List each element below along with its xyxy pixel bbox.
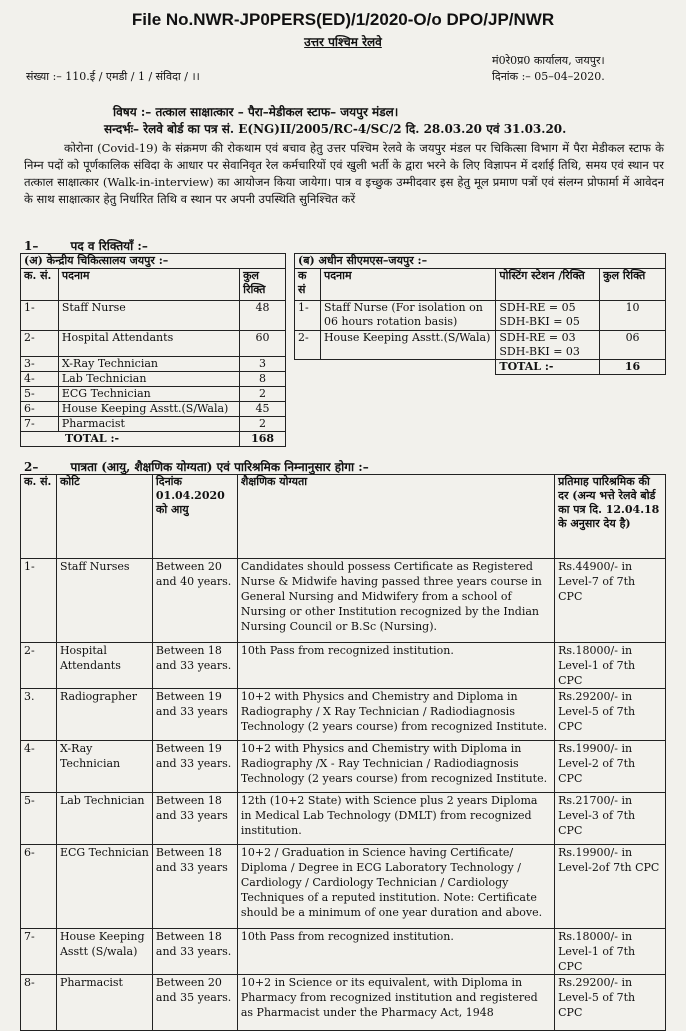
remuneration-cell: Rs.21700/- in Level-3 of 7th CPC [555,793,666,845]
table-row [21,372,286,387]
age-cell: Between 18 and 33 years. [152,929,237,975]
table-row [21,845,666,929]
vacancy-cell: 45 [240,402,286,417]
serial-cell: 1- [295,301,321,331]
post-cell: Staff Nurse (For isolation on 06 hours rotation basis) [320,301,495,331]
remuneration-cell: Rs.44900/- in Level-7 of 7th CPC [555,559,666,643]
category-cell: Radiographer [56,689,152,741]
table-a-title: (अ) केन्द्रीय चिकित्सालय जयपुर :– [21,254,286,269]
header-serial: क सं [295,269,321,301]
post-cell: X-Ray Technician [58,357,239,372]
serial-cell: 5- [21,387,59,402]
railway-name: उत्तर पश्चिम रेलवे [304,35,382,49]
header-vacancy: कुल रिक्ति [600,269,666,301]
serial-cell: 4- [21,741,57,793]
subject-line: विषय :– तत्काल साक्षात्कार – पैरा–मेडीकल स्टाफ– जयपुर मंडल। [113,105,399,119]
category-cell: Staff Nurses [56,559,152,643]
section-1-number: 1– [24,239,39,253]
posting-cell: SDH-RE = 05 SDH-BKI = 05 [496,301,600,331]
table-row [21,402,286,417]
table-cms-jaipur [294,253,666,375]
age-cell: Between 18 and 33 years [152,793,237,845]
table-row [21,741,666,793]
table-row [21,929,666,975]
serial-cell: 1- [21,301,59,331]
serial-cell: 7- [21,929,57,975]
serial-cell: 6- [21,402,59,417]
remuneration-cell: Rs.19900/- in Level-2 of 7th CPC [555,741,666,793]
header-age: दिनांक 01.04.2020 को आयु [152,475,237,559]
section-2-number: 2– [24,460,39,474]
header-serial: क. सं. [21,475,57,559]
remuneration-cell: Rs.29200/- in Level-5 of 7th CPC [555,975,666,1031]
header-vacancy: कुल रिक्ति [240,269,286,301]
remuneration-cell: Rs.29200/- in Level-5 of 7th CPC [555,689,666,741]
serial-cell: 5- [21,793,57,845]
qualification-cell: 10+2 with Physics and Chemistry with Diploma in Radiography /X - Ray Technician / Radiodiagnosis Technology (2 years course) from recognized Institute. [237,741,554,793]
age-cell: Between 19 and 33 years. [152,741,237,793]
post-cell: House Keeping Asstt.(S/Wala) [58,402,239,417]
vacancy-cell: 8 [240,372,286,387]
qualification-cell: 12th (10+2 State) with Science plus 2 years Diploma in Medical Lab Technology (DMLT) from recognized institution. [237,793,554,845]
header-qualification: शैक्षणिक योग्यता [237,475,554,559]
table-row [21,331,286,357]
post-cell: House Keeping Asstt.(S/Wala) [320,331,495,360]
vacancy-cell: 2 [240,387,286,402]
remuneration-cell: Rs.18000/- in Level-1 of 7th CPC [555,929,666,975]
vacancy-cell: 2 [240,417,286,432]
table-row [21,689,666,741]
table-row [295,301,666,331]
category-cell: Pharmacist [56,975,152,1031]
serial-cell: 1- [21,559,57,643]
age-cell: Between 18 and 33 years [152,845,237,929]
category-cell: Hospital Attendants [56,643,152,689]
serial-cell: 6- [21,845,57,929]
header-post: पदनाम [58,269,239,301]
section-1-title: पद व रिक्तियाँ :– [70,239,148,253]
post-cell: Staff Nurse [58,301,239,331]
serial-cell: 2- [295,331,321,360]
total-row [295,360,666,375]
qualification-cell: 10th Pass from recognized institution. [237,929,554,975]
table-row [295,331,666,360]
age-cell: Between 18 and 33 years. [152,643,237,689]
post-cell: ECG Technician [58,387,239,402]
table-row [21,417,286,432]
office-name: मं0रे0प्र0 कार्यालय, जयपुर। [492,54,605,67]
header-category: कोटि [56,475,152,559]
section-2-heading [24,458,369,475]
total-label: TOTAL :- [21,432,240,447]
post-cell: Pharmacist [58,417,239,432]
header-post: पदनाम [320,269,495,301]
serial-cell: 2- [21,643,57,689]
age-cell: Between 19 and 33 years [152,689,237,741]
intro-paragraph: कोरोना (Covid-19) के संक्रमण की रोकथाम एवं बचाव हेतु उत्तर पश्चिम रेलवे के जयपुर मंडल पर चिकित्सा विभाग में पैरा मेडीकल स्टाफ के निम्न पदों को पूर्णकालिक संविदा के आधार पर सेवानिवृत रेल कर्मचारियों एवं खुली भर्ती के द्वारा भरने के लिए विज्ञापन में दर्शाई तिथि, समय एवं स्थान पर तत्काल साक्षात्कार (Walk-in-interview) का आयोजन किया जायेगा। पात्र व इच्छुक उम्मीदवार इस हेतु मूल प्रमाण पत्रों एवं संलग्न प्रोफार्मा में आवेदन के साथ साक्षात्कार हेतु निर्धारित तिथि व स्थान पर अपनी उपस्थिति सुनिश्चित करें [24,141,664,206]
table-b-title: (ब) अधीन सीएमएस–जयपुर :– [295,254,666,269]
qualification-cell: Candidates should possess Certificate as Registered Nurse & Midwife having passed three years course in General Nursing and Midwifery from a school of Nursing or other Institution recognized by the Indian Nursing Council or B.Sc (Nursing). [237,559,554,643]
table-row [21,793,666,845]
table-row [21,387,286,402]
vacancy-cell: 10 [600,301,666,331]
vacancy-cell: 06 [600,331,666,360]
table-row [21,975,666,1031]
header-remuneration: प्रतिमाह पारिश्रमिक की दर (अन्य भत्ते रेलवे बोर्ड का पत्र दि. 12.04.18 के अनुसार देय है) [555,475,666,559]
remuneration-cell: Rs.19900/- in Level-2of 7th CPC [555,845,666,929]
age-cell: Between 20 and 40 years. [152,559,237,643]
vacancy-cell: 60 [240,331,286,357]
posting-cell: SDH-RE = 03 SDH-BKI = 03 [496,331,600,360]
qualification-cell: 10+2 / Graduation in Science having Certificate/ Diploma / Degree in ECG Laboratory Technology / Cardiology / Cardiology Technician / Cardiology Techniques of a reputed institution. Note: Certificate should be a minimum of one year duration and above. [237,845,554,929]
header-posting-station: पोस्टिंग स्टेशन /रिक्ति [496,269,600,301]
qualification-cell: 10+2 with Physics and Chemistry and Diploma in Radiography / X Ray Technician / Radiodiagnosis Technology (2 years course) from recognized Institute. [237,689,554,741]
serial-cell: 4- [21,372,59,387]
total-value: 168 [240,432,286,447]
file-number: File No.NWR-JP0PERS(ED)/1/2020-O/o DPO/JP/NWR [131,10,555,29]
total-label: TOTAL :- [496,360,600,375]
header-serial: क. सं. [21,269,59,301]
serial-cell: 3. [21,689,57,741]
category-cell: X-Ray Technician [56,741,152,793]
serial-cell: 8- [21,975,57,1031]
table-central-hospital [20,253,286,447]
table-row [21,357,286,372]
remuneration-cell: Rs.18000/- in Level-1 of 7th CPC [555,643,666,689]
table-row [21,301,286,331]
serial-cell: 2- [21,331,59,357]
category-cell: House Keeping Asstt (S/wala) [56,929,152,975]
table-eligibility [20,474,666,1031]
post-cell: Hospital Attendants [58,331,239,357]
letter-date: दिनांक :– 05–04–2020. [492,70,605,83]
vacancy-cell: 48 [240,301,286,331]
reference-number: संख्या :– 110.ई / एमडी / 1 / संविदा / ।। [26,70,200,83]
serial-cell: 3- [21,357,59,372]
total-row [21,432,286,447]
table-row [21,559,666,643]
qualification-cell: 10th Pass from recognized institution. [237,643,554,689]
table-row [21,643,666,689]
age-cell: Between 20 and 35 years. [152,975,237,1031]
vacancy-cell: 3 [240,357,286,372]
total-value: 16 [600,360,666,375]
section-1-heading [24,237,148,254]
category-cell: ECG Technician [56,845,152,929]
reference-line: सन्दर्भः– रेलवे बोर्ड का पत्र सं. E(NG)II/2005/RC-4/SC/2 दि. 28.03.20 एवं 31.03.20. [104,122,567,136]
qualification-cell: 10+2 in Science or its equivalent, with Diploma in Pharmacy from recognized institution and registered as Pharmacist under the Pharmacy Act, 1948 [237,975,554,1031]
category-cell: Lab Technician [56,793,152,845]
section-2-title: पात्रता (आयु, शैक्षणिक योग्यता) एवं पारिश्रमिक निम्नानुसार होगा :– [70,460,369,474]
post-cell: Lab Technician [58,372,239,387]
serial-cell: 7- [21,417,59,432]
total-spacer [295,360,496,375]
